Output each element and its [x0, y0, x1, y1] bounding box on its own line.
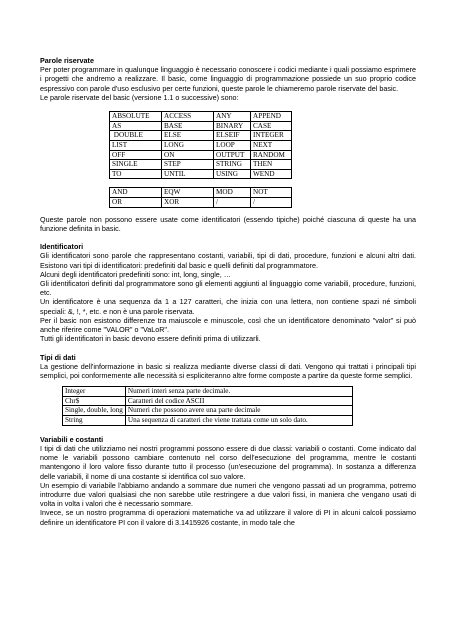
table-cell: Numeri che possono avere una parte decimale	[125, 406, 352, 416]
paragraph: Per il basic non esistono differenze tra maiuscole e minuscole, così che un identificatore denominato "valor" si può anche riferire come "VALOR" o "VaLoR".	[40, 315, 416, 334]
paragraph: Invece, se un nostro programma di operazioni matematiche va ad utilizzare il valore di PI in alcuni calcoli possiamo definire un identificatore PI con il valore di 3.1415926 costante, in modo tale che	[40, 508, 416, 527]
table-cell: BASE	[162, 121, 214, 131]
table-cell: Caratteri del codice ASCII	[125, 396, 352, 406]
paragraph: Per poter programmare in qualunque linguaggio è necessario conoscere i codici mediante i quali possiamo esprimere i progetti che andremo a realizzare. Il basic, come linguaggio di programmazione possiede un suo proprio codice espressivo con parole d'uso esclusivo per certe funzioni, queste parole le chiameremo parole riservate del basic.	[40, 65, 416, 93]
table-cell: CASE	[251, 121, 292, 131]
table-cell: XOR	[162, 197, 214, 207]
table-cell: Integer	[63, 387, 126, 397]
table-cell: WEND	[251, 169, 292, 179]
table-row	[63, 415, 353, 425]
table-cell: APPEND	[251, 112, 292, 122]
table-cell: STEP	[162, 160, 214, 170]
table-cell: NOT	[251, 188, 292, 198]
table-row	[110, 150, 292, 160]
table-row	[63, 387, 353, 397]
table-cell: /	[214, 197, 251, 207]
table-row	[110, 197, 292, 207]
section-title-tipi-di-dati: Tipi di dati	[40, 352, 76, 362]
table-row	[63, 396, 353, 406]
table-cell: ELSEIF	[214, 131, 251, 141]
table-cell: Chr$	[63, 396, 126, 406]
table-cell: LIST	[110, 140, 162, 150]
paragraph: Alcuni degli identificatori predefiniti sono: int, long, single, …	[40, 269, 231, 279]
table-cell: NEXT	[251, 140, 292, 150]
operators-table	[109, 187, 292, 207]
table-cell: Una sequenza di caratteri che viene trattata come un solo dato.	[125, 415, 352, 425]
paragraph: Un identificatore è una sequenza da 1 a 127 caratteri, che inizia con una lettera, non contiene spazi né simboli speciali: &, !, *, etc. e non è una parole riservata.	[40, 297, 416, 316]
table-cell: ACCESS	[162, 112, 214, 122]
table-cell: ANY	[214, 112, 251, 122]
table-cell: INTEGER	[251, 131, 292, 141]
table-cell: MOD	[214, 188, 251, 198]
table-cell: AND	[110, 188, 162, 198]
table-cell: USING	[214, 169, 251, 179]
table-cell: ABSOLUTE	[110, 112, 162, 122]
table-cell: OFF	[110, 150, 162, 160]
table-cell: OUTPUT	[214, 150, 251, 160]
paragraph: I tipi di dati che utilizziamo nei nostri programmi possono essere di due classi: variabili o costanti. Come indicato dal nome le variabili possono cambiare contenuto nel corso dell'esecuzione del programma, mentre le costanti mantengono il loro valore fisso durante tutto il processo (un'esecuzione del programma). In sostanza a differenza delle variabili, il nome di una costante si identifica col suo valore.	[40, 443, 416, 481]
table-cell: STRING	[214, 160, 251, 170]
paragraph: La gestione dell'informazione in basic si realizza mediante diverse classi di dati. Vengono qui trattati i principali tipi semplici, poi conformemente alle necessità si espliciteranno altre forme composte a partire da queste forme semplici.	[40, 361, 416, 380]
table-cell: ELSE	[162, 131, 214, 141]
paragraph: Tutti gli identificatori in basic devono essere definiti prima di utilizzarli.	[40, 334, 261, 344]
table-row	[63, 406, 353, 416]
reserved-words-table	[109, 111, 292, 179]
table-cell: DOUBLE	[110, 131, 162, 141]
table-cell: SINGLE	[110, 160, 162, 170]
paragraph: Queste parole non possono essere usate come identificatori (essendo tipiche) poiché ciascuna di queste ha una funzione definita in basic.	[40, 214, 416, 233]
table-row	[110, 169, 292, 179]
paragraph: Un esempio di variabile l'abbiamo andando a sommare due numeri che vengono passati ad un programma, potremo introdurre due valori qualsiasi che non sarebbe utile restringere a due valori fissi, in maniera che vengano usati di volta in volta i valori che è necessario sommare.	[40, 480, 416, 509]
table-row	[110, 112, 292, 122]
table-row	[110, 121, 292, 131]
table-cell: BINARY	[214, 121, 251, 131]
table-row	[110, 188, 292, 198]
table-cell: /	[251, 197, 292, 207]
paragraph: Le parole riservate del basic (versione 1.1 o successive) sono:	[40, 92, 239, 102]
table-row	[110, 131, 292, 141]
table-cell: RANDOM	[251, 150, 292, 160]
table-cell: Numeri interi senza parte decimale.	[125, 387, 352, 397]
table-cell: LONG	[162, 140, 214, 150]
table-cell: Single, double, long	[63, 406, 126, 416]
table-row	[110, 140, 292, 150]
paragraph: Gli identificatori sono parole che rappresentano costanti, variabili, tipi di dati, procedure, funzioni e alcuni altri dati. Esistono vari tipi di identificatori: predefiniti dal basic e quelli definiti dal programmatore.	[40, 251, 416, 270]
table-cell: THEN	[251, 160, 292, 170]
document-body	[40, 56, 416, 527]
table-cell: ON	[162, 150, 214, 160]
table-cell: LOOP	[214, 140, 251, 150]
section-title-variabili-e-costanti: Variabili e costanti	[40, 434, 104, 444]
data-types-table	[62, 386, 353, 425]
section-title-parole-riservate: Parole riservate	[40, 56, 94, 65]
table-cell: AS	[110, 121, 162, 131]
table-cell: EQW	[162, 188, 214, 198]
table-row	[110, 160, 292, 170]
section-title-identificatori: Identificatori	[40, 242, 84, 252]
table-cell: OR	[110, 197, 162, 207]
table-cell: String	[63, 415, 126, 425]
table-cell: TO	[110, 169, 162, 179]
table-cell: UNTIL	[162, 169, 214, 179]
paragraph: Gli identificatori definiti dal programmatore sono gli elementi aggiunti al linguaggio come variabili, procedure, funzioni, etc.	[40, 278, 416, 298]
